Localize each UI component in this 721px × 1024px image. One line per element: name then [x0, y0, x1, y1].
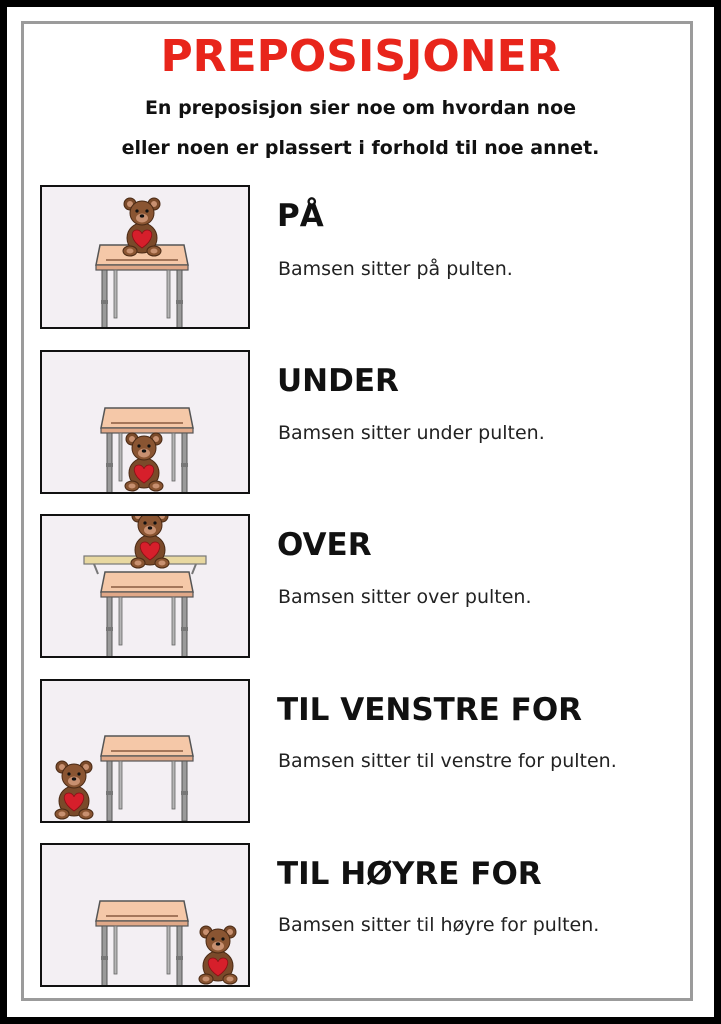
illustration-bear-right-of-desk — [40, 843, 250, 987]
sentence-til-hoyre-for: Bamsen sitter til høyre for pulten. — [278, 914, 600, 936]
subtitle-line-2: eller noen er plassert i forhold til noe annet. — [121, 137, 600, 159]
page-title: PREPOSISJONER — [160, 31, 561, 82]
sentence-under: Bamsen sitter under pulten. — [278, 422, 545, 444]
heading-under: UNDER — [277, 363, 399, 399]
sentence-over: Bamsen sitter over pulten. — [278, 586, 532, 608]
sentence-til-venstre-for: Bamsen sitter til venstre for pulten. — [278, 750, 617, 772]
heading-pa: PÅ — [277, 198, 324, 234]
illustration-bear-over-desk — [40, 514, 250, 658]
heading-til-hoyre-for: TIL HØYRE FOR — [277, 856, 542, 892]
heading-over: OVER — [277, 527, 372, 563]
sentence-pa: Bamsen sitter på pulten. — [278, 258, 513, 280]
heading-til-venstre-for: TIL VENSTRE FOR — [277, 692, 583, 728]
subtitle-line-1: En preposisjon sier noe om hvordan noe — [144, 97, 577, 119]
illustration-bear-on-desk — [40, 185, 250, 329]
illustration-bear-under-desk — [40, 350, 250, 494]
illustration-bear-left-of-desk — [40, 679, 250, 823]
